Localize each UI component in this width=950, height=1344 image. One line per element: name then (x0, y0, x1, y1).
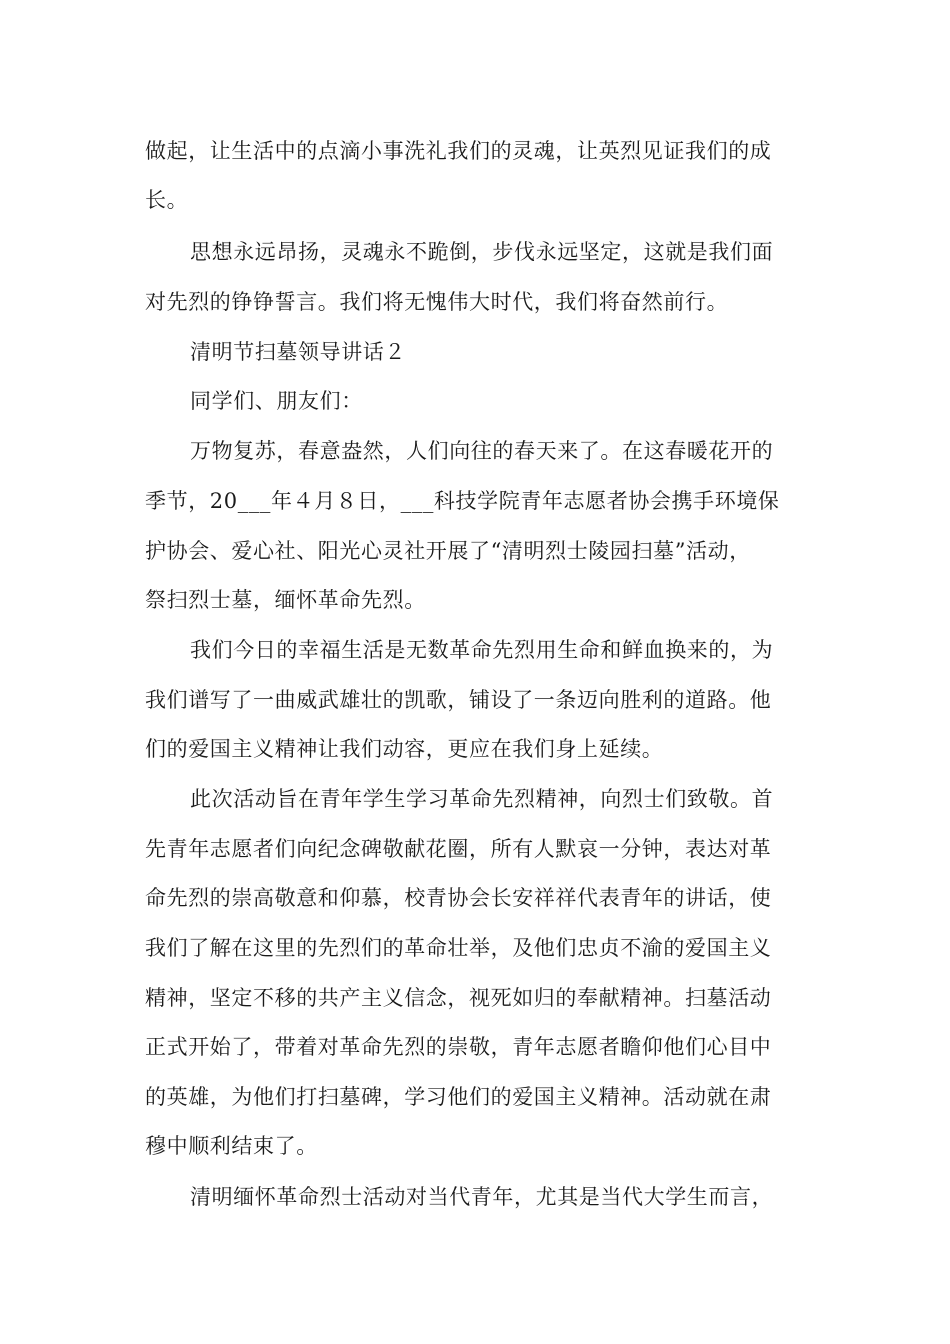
paragraph-line: 们的爱国主义精神让我们动容，更应在我们身上延续。 (145, 737, 664, 761)
paragraph-line: 穆中顺利结束了。 (145, 1134, 318, 1158)
paragraph-line: 做起，让生活中的点滴小事洗礼我们的灵魂，让英烈见证我们的成 (145, 139, 772, 163)
paragraph-line: 对先烈的铮铮誓言。我们将无愧伟大时代，我们将奋然前行。 (145, 290, 729, 314)
paragraph-line: 正式开始了，带着对革命先烈的崇敬，青年志愿者瞻仰他们心目中 (145, 1035, 772, 1059)
paragraph-line: 清明缅怀革命烈士活动对当代青年，尤其是当代大学生而言， (190, 1185, 774, 1209)
salutation: 同学们、朋友们： (190, 389, 363, 413)
paragraph-line: 我们了解在这里的先烈们的革命壮举，及他们忠贞不渝的爱国主义 (145, 936, 772, 960)
paragraph-line: 万物复苏，春意盎然，人们向往的春天来了。在这春暖花开的 (190, 439, 774, 463)
paragraph-line: 长。 (145, 188, 189, 212)
paragraph-line: 的英雄，为他们打扫墓碑，学习他们的爱国主义精神。活动就在肃 (145, 1085, 772, 1109)
paragraph-line: 我们今日的幸福生活是无数革命先烈用生命和鲜血换来的，为 (190, 638, 774, 662)
paragraph-line: 命先烈的崇高敬意和仰慕，校青协会长安祥祥代表青年的讲话，使 (145, 886, 772, 910)
section-title: 清明节扫墓领导讲话２ (190, 340, 406, 364)
paragraph-line: 先青年志愿者们向纪念碑敬献花圈，所有人默哀一分钟，表达对革 (145, 837, 772, 861)
paragraph-line: 思想永远昂扬，灵魂永不跪倒，步伐永远坚定，这就是我们面 (190, 240, 774, 264)
paragraph-line: 护协会、爱心社、阳光心灵社开展了“清明烈士陵园扫墓”活动， (145, 539, 751, 563)
paragraph-line: 精神，坚定不移的共产主义信念，视死如归的奉献精神。扫墓活动 (145, 986, 772, 1010)
paragraph-line: 此次活动旨在青年学生学习革命先烈精神，向烈士们致敬。首 (190, 787, 774, 811)
paragraph-line: 季节，20___年４月８日，___科技学院青年志愿者协会携手环境保 (145, 489, 780, 513)
paragraph-line: 祭扫烈士墓，缅怀革命先烈。 (145, 588, 426, 612)
paragraph-line: 我们谱写了一曲威武雄壮的凯歌，铺设了一条迈向胜利的道路。他 (145, 688, 772, 712)
